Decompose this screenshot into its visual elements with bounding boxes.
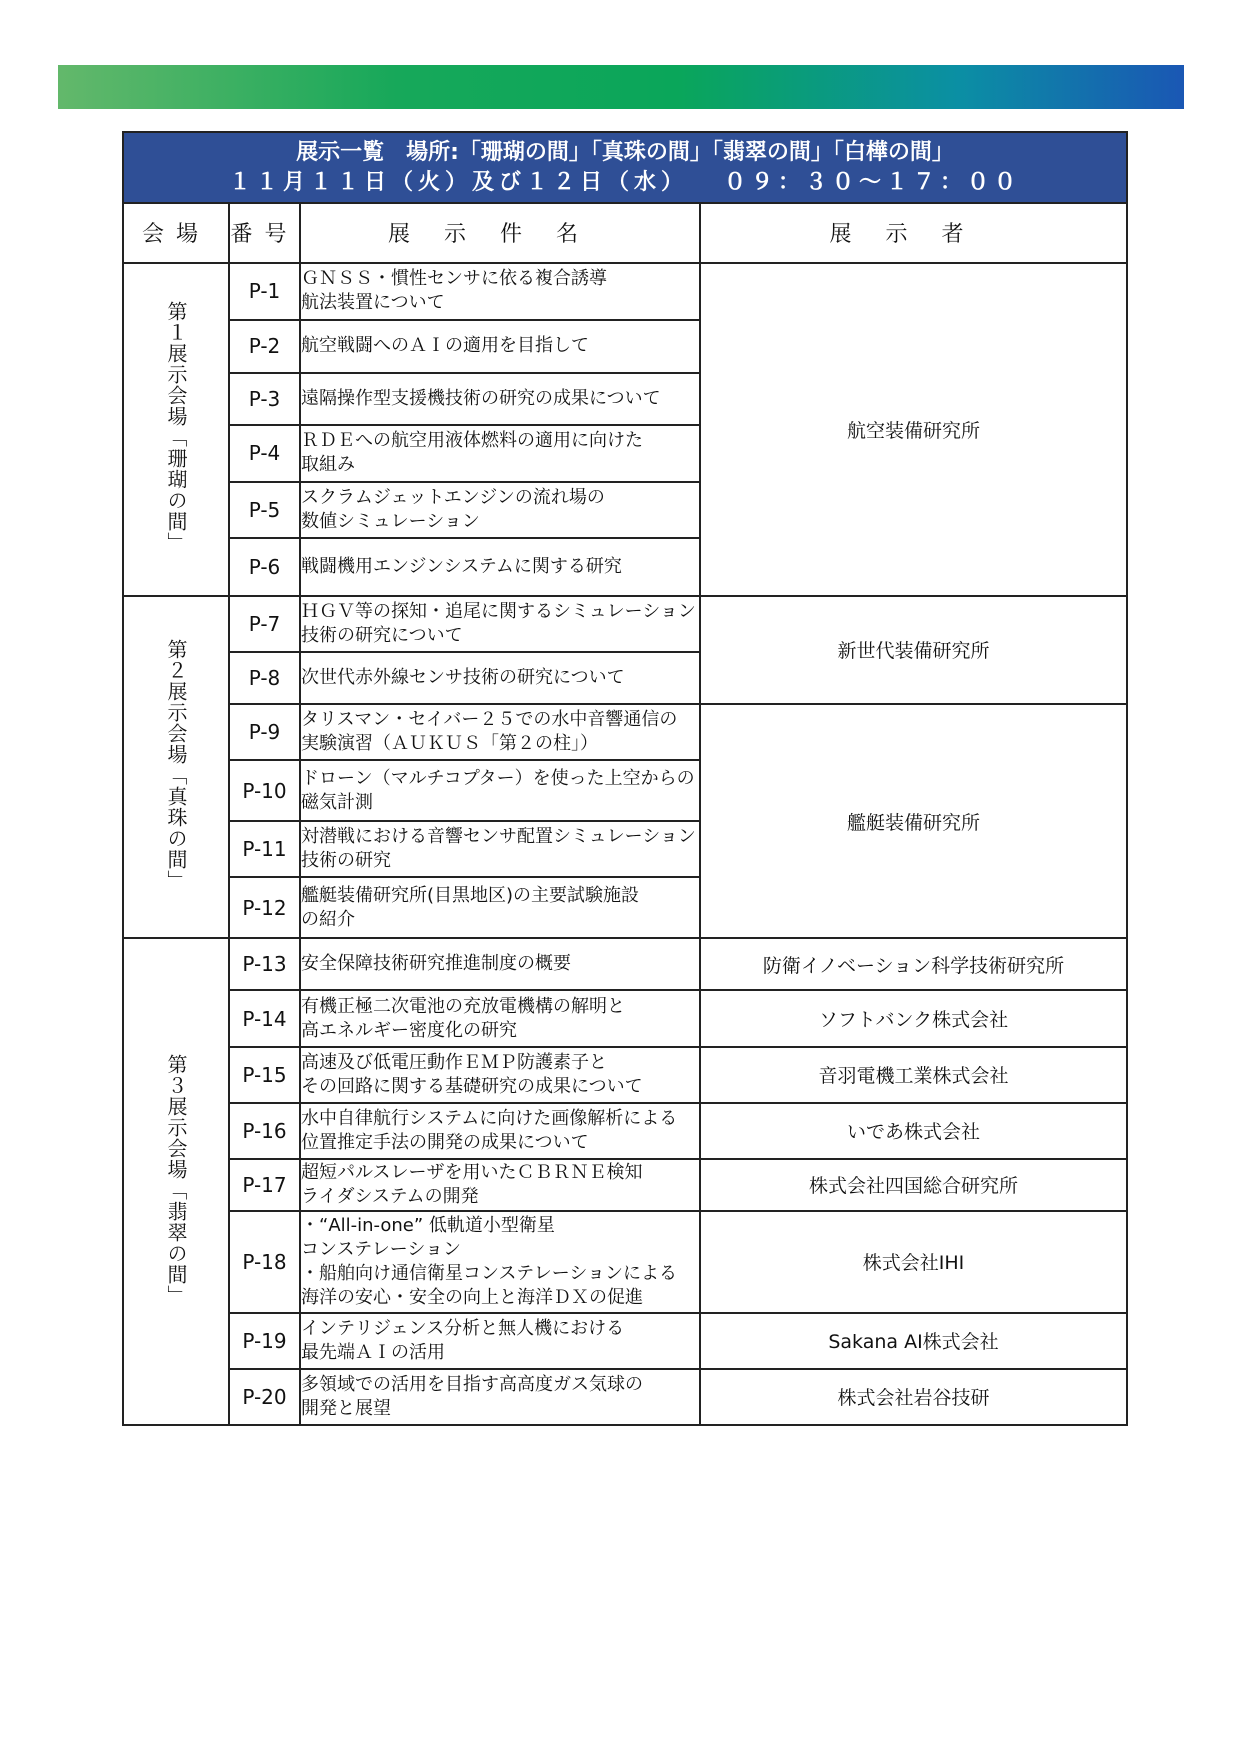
exhibit-title-line: 取組み: [301, 454, 355, 476]
exhibit-title: [300, 538, 700, 596]
exhibit-title: [300, 482, 700, 538]
exhibit-title-line: 対潜戦における音響センサ配置シミュレーション: [301, 826, 696, 848]
exhibit-title-line: その回路に関する基礎研究の成果について: [301, 1075, 643, 1097]
exhibit-title: [300, 373, 700, 425]
table-row: [123, 938, 1127, 990]
exhibit-title-line: ・船舶向け通信衛星コンステレーションによる: [301, 1262, 678, 1284]
exhibit-title-line: 多領域での活用を目指す高高度ガス気球の: [301, 1373, 643, 1395]
col-number: 番号: [229, 203, 300, 262]
table-row: [123, 1211, 1127, 1313]
exhibit-title-line: 航法装置について: [301, 292, 445, 314]
exhibit-number: P-20: [229, 1369, 300, 1425]
exhibitor-cell: いであ株式会社: [700, 1103, 1127, 1159]
exhibit-title-line: 技術の研究: [301, 850, 391, 872]
header-band: [58, 65, 1184, 109]
venue-cell: [123, 263, 229, 596]
exhibit-number: P-15: [229, 1047, 300, 1103]
exhibit-title-line: 次世代赤外線センサ技術の研究について: [301, 666, 625, 688]
exhibit-title-line: 遠隔操作型支援機技術の研究の成果について: [301, 387, 661, 409]
exhibit-title-line: スクラムジェットエンジンの流れ場の: [301, 486, 605, 508]
column-headers: [123, 203, 1127, 262]
exhibit-number: P-1: [229, 263, 300, 320]
exhibitor-cell: 株式会社岩谷技研: [700, 1369, 1127, 1425]
table-row: [123, 1313, 1127, 1369]
exhibit-title: [300, 1313, 700, 1369]
exhibit-title-line: ＧＮＳＳ・慣性センサに依る複合誘導: [301, 268, 607, 290]
table-row: [123, 1047, 1127, 1103]
table-row: [123, 596, 1127, 652]
exhibit-title: [300, 704, 700, 760]
exhibit-title: [300, 425, 700, 482]
exhibit-title: [300, 990, 700, 1046]
header-cell: [123, 132, 1127, 203]
exhibitor-cell: 防衛イノベーション科学技術研究所: [700, 938, 1127, 990]
exhibit-number: P-6: [229, 538, 300, 596]
exhibit-number: P-9: [229, 704, 300, 760]
exhibit-title-line: 有機正極二次電池の充放電機構の解明と: [301, 995, 625, 1017]
exhibit-title-line: 位置推定手法の開発の成果について: [301, 1131, 589, 1153]
exhibit-title-line: 艦艇装備研究所(目黒地区)の主要試験施設: [301, 884, 640, 906]
exhibit-number: P-5: [229, 482, 300, 538]
table-row: [123, 990, 1127, 1046]
exhibit-title-line: の紹介: [301, 908, 355, 930]
exhibit-title-line: 磁気計測: [301, 791, 373, 813]
exhibit-title-line: ライダシステムの開発: [301, 1185, 479, 1207]
exhibit-number: P-10: [229, 760, 300, 821]
col-title: 展示件名: [300, 203, 700, 262]
table-row: [123, 1159, 1127, 1211]
exhibit-title: [300, 263, 700, 320]
exhibit-title-line: 数値シミュレーション: [301, 510, 480, 532]
table-header: [123, 132, 1127, 203]
exhibit-number: P-11: [229, 821, 300, 877]
exhibit-title: [300, 320, 700, 373]
col-exhibitor: 展示者: [700, 203, 1127, 262]
exhibit-title-line: コンステレーション: [301, 1238, 462, 1260]
exhibit-title: [300, 938, 700, 990]
exhibitor-cell: 株式会社四国総合研究所: [700, 1159, 1127, 1211]
exhibit-table: [122, 131, 1128, 1426]
exhibitor-cell: 株式会社IHI: [700, 1211, 1127, 1313]
exhibitor-cell: 艦艇装備研究所: [700, 704, 1127, 939]
exhibit-number: P-14: [229, 990, 300, 1046]
venue-label: 第２展示会場「真珠の間」: [164, 639, 188, 892]
table-row: [123, 263, 1127, 320]
exhibit-title: [300, 877, 700, 938]
exhibit-number: P-17: [229, 1159, 300, 1211]
table-row: [123, 1369, 1127, 1425]
exhibit-title-line: ・“All-in-one” 低軌道小型衛星: [301, 1214, 555, 1236]
exhibit-title: [300, 1047, 700, 1103]
exhibit-title-line: ＨＧＶ等の探知・追尾に関するシミュレーション: [301, 600, 696, 622]
exhibitor-cell: Sakana AI株式会社: [700, 1313, 1127, 1369]
exhibit-title-line: 最先端ＡＩの活用: [301, 1341, 445, 1363]
exhibit-title: [300, 652, 700, 704]
venue-cell: [123, 938, 229, 1425]
table-body: [123, 263, 1127, 1425]
exhibit-title-line: 海洋の安心・安全の向上と海洋ＤＸの促進: [301, 1286, 643, 1308]
exhibit-title-line: インテリジェンス分析と無人機における: [301, 1317, 625, 1339]
exhibit-title: [300, 596, 700, 652]
col-venue: 会場: [123, 203, 229, 262]
header-dates: １１月１１日（火）及び１２日（水）: [229, 169, 689, 195]
exhibitor-cell: 新世代装備研究所: [700, 596, 1127, 704]
exhibitor-cell: 音羽電機工業株式会社: [700, 1047, 1127, 1103]
exhibit-title: [300, 1103, 700, 1159]
exhibit-title-line: ＲＤＥへの航空用液体燃料の適用に向けた: [301, 430, 643, 452]
exhibit-title: [300, 1211, 700, 1313]
header-time: ０９：３０～１７：００: [724, 169, 1022, 195]
exhibit-title-line: 開発と展望: [301, 1397, 391, 1419]
exhibit-number: P-16: [229, 1103, 300, 1159]
venue-label: 第１展示会場「珊瑚の間」: [164, 301, 188, 554]
exhibit-title: [300, 1369, 700, 1425]
exhibit-number: P-3: [229, 373, 300, 425]
table-row: [123, 704, 1127, 760]
exhibit-title-line: タリスマン・セイバー２５での水中音響通信の: [301, 709, 678, 731]
exhibit-title-line: 技術の研究について: [301, 624, 463, 646]
exhibit-number: P-18: [229, 1211, 300, 1313]
exhibitor-cell: 航空装備研究所: [700, 263, 1127, 596]
exhibit-title: [300, 821, 700, 877]
exhibit-number: P-19: [229, 1313, 300, 1369]
exhibit-number: P-7: [229, 596, 300, 652]
exhibit-title-line: 超短パルスレーザを用いたＣＢＲＮＥ検知: [301, 1161, 643, 1183]
exhibit-title-line: 高エネルギー密度化の研究: [301, 1019, 517, 1041]
venue-cell: [123, 596, 229, 939]
table-row: [123, 1103, 1127, 1159]
exhibit-title-line: 安全保障技術研究推進制度の概要: [301, 953, 571, 975]
exhibit-title-line: 航空戦闘へのＡＩの適用を目指して: [301, 335, 589, 357]
header-title: 展示一覧 場所:「珊瑚の間」「真珠の間」「翡翠の間」「白樺の間」: [296, 139, 954, 165]
exhibit-title-line: 戦闘機用エンジンシステムに関する研究: [301, 555, 622, 577]
exhibit-title: [300, 1159, 700, 1211]
exhibit-title-line: 実験演習（ＡＵＫＵＳ「第２の柱」）: [301, 733, 598, 755]
exhibitor-cell: ソフトバンク株式会社: [700, 990, 1127, 1046]
exhibit-number: P-4: [229, 425, 300, 482]
exhibit-title-line: 水中自律航行システムに向けた画像解析による: [301, 1107, 678, 1129]
exhibit-number: P-12: [229, 877, 300, 938]
exhibit-title-line: 高速及び低電圧動作ＥＭＰ防護素子と: [301, 1051, 607, 1073]
exhibit-title: [300, 760, 700, 821]
exhibit-number: P-13: [229, 938, 300, 990]
exhibit-title-line: ドローン（マルチコプター）を使った上空からの: [301, 767, 695, 789]
venue-label: 第３展示会場「翡翠の間」: [164, 1053, 188, 1306]
header-schedule: [124, 168, 1126, 198]
exhibit-number: P-2: [229, 320, 300, 373]
exhibit-number: P-8: [229, 652, 300, 704]
